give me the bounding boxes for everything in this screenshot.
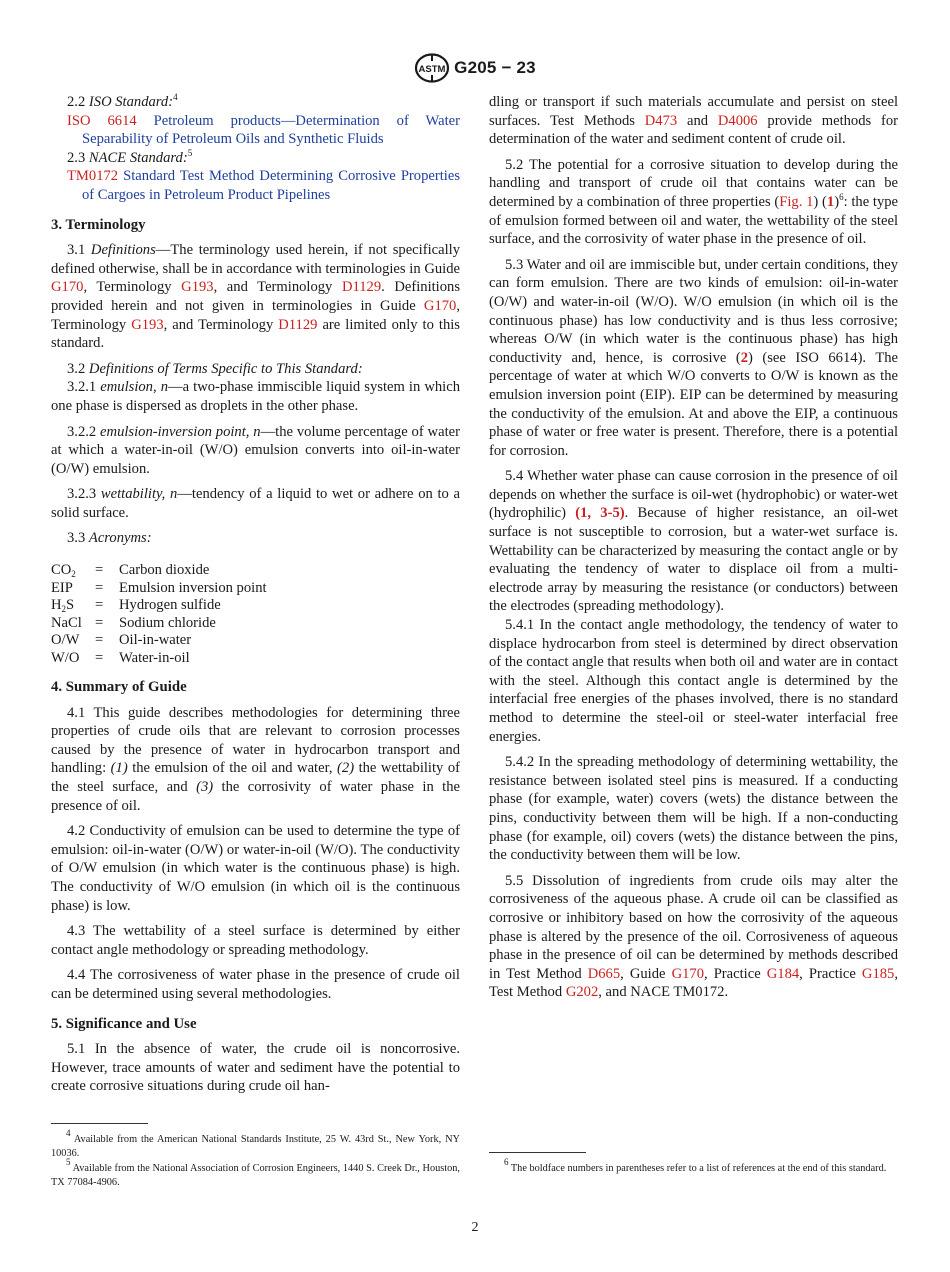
ref-d473[interactable]: D473 [644,112,678,129]
iso-6614-link[interactable]: ISO 6614 [67,112,137,129]
ref-d1129[interactable]: D1129 [341,279,382,296]
standard-designation: G205 − 23 [454,58,536,77]
ref-g202[interactable]: G202 [565,984,599,1001]
right-column [489,93,898,1009]
ref-1-3-5[interactable]: (1, 3-5) [575,505,625,522]
astm-logo [414,53,450,83]
para-3-1: 3.1 Definitions—The terminology used herein, if not specifically defined otherwise, shall be in accordance with terminologies in Guide G170, Terminology G193, and Terminology D1129. Definitions provided herein and not given in terminologies in Guide G170, Terminology G193, and Terminology D1129 are limited only to this standard. [51,242,461,352]
ref-g170[interactable]: G170 [51,279,84,296]
para-3-2-3: 3.2.3 wettability, n—tendency of a liquid to wet or adhere on to a solid surface. [51,486,460,521]
ref-g170-b[interactable]: G170 [423,297,457,314]
para-5-5: 5.5 Dissolution of ingredients from crude oils may alter the corrosiveness of the aqueous phase. A crude oil can be classified as corrosive or inhibitory based on how the corrosivity of the aqueous phase is altered by the presence of the oil. Corrosiveness of aqueous phase in the presence of oil can be determined by methods described in Test Method D665, Guide G170, Practice G184, Practice G185, Test Method G202, and NACE TM0172. [489,872,898,1001]
para-4-3: 4.3 The wettability of a steel surface is determined by either contact angle methodology or spreading methodology. [51,923,460,958]
acronym-row: O/W = Oil-in-water [51,632,192,649]
para-4-4: 4.4 The corrosiveness of water phase in the presence of crude oil can be determined using several methodologies. [51,967,460,1002]
para-5-1-cont: dling or transport if such materials accumulate and persist on steel surfaces. Test Methods D473 and D4006 provide methods for determination of the water and sediment content of crude oil. [489,94,899,148]
para-5-4: 5.4 Whether water phase can cause corrosion in the presence of oil depends on whether the surface is oil-wet (hydrophobic) or water-wet (hydrophilic) (1, 3-5). Because of higher resistance, an oil-wet surface is not susceptible to corrosion, but a water-wet surface is. Wettability can be characterized by measuring the contact angle or by evaluating the tendency of water to displace oil from a multi-electrode array by measuring the resistance (or conductors) between the electrodes (spreading methodology). [489,468,898,615]
acronym-row: EIP = Emulsion inversion point [51,579,267,596]
para-4-2: 4.2 Conductivity of emulsion can be used to determine the type of emulsion: oil-in-water (O/W) or water-in-oil (W/O). The conductivity of O/W emulsion (in which water is the continuous phase) is high. The conductivity of W/O emulsion (in which oil is the continuous phase) is low. [51,823,460,914]
ref-g170-c[interactable]: G170 [671,965,704,982]
para-3-2-2: 3.2.2 emulsion-inversion point, n—the volume percentage of water at which a water-in-oil (W/O) emulsion converts into oil-in-water (O/W) emulsion. [51,423,460,477]
footnote-4: $^4$ Available from the American National Standards Institute, 25 W. 43rd St., New York, NY 10036. [51,1128,460,1159]
acronyms-table [51,562,267,667]
ref-g184[interactable]: G184 [766,965,800,982]
footnote-rule-right [489,1152,586,1153]
footnote-rule-left [51,1123,148,1124]
footnotes-left [51,1128,460,1191]
para-5-1: 5.1 In the absence of water, the crude oil is noncorrosive. However, trace amounts of water and sediment have the potential to create corrosive situations during crude oil han- [51,1041,460,1095]
ref-d665[interactable]: D665 [587,965,621,982]
acronym-row: $CO_2$ = Carbon dioxide [51,562,210,580]
acronym-row: $H_2S$ = Hydrogen sulfide [51,597,221,615]
ref-g193[interactable]: G193 [181,279,214,296]
svg-text:ASTM: ASTM [418,64,446,75]
para-5-3: 5.3 Water and oil are immiscible but, under certain conditions, they can form emulsion. There are two kinds of emulsion: oil-in-water (O/W) and water-in-oil (W/O). W/O emulsion (in which oil is the continuous phase) has low conductivity and is thus less corrosive; whereas O/W (in which water is the continuous phase) has high conductivity and, hence, is corrosive (2) (see ISO 6614). The percentage of water at which W/O converts to O/W is known as the emulsion inversion point (EIP). EIP can be determined by measuring the conductivity of the emulsion. At and above the EIP, a continuous phase of water or free water is present. Therefore, there is a potential for corrosion. [489,256,899,459]
footnote-6: $^6$ The boldface numbers in parentheses refer to a list of references at the end of this standard. [504,1157,887,1174]
ref-d4006[interactable]: D4006 [717,112,758,129]
acronym-row: NaCl = Sodium chloride [51,614,216,631]
para-5-4-2: 5.4.2 In the spreading methodology of determining wettability, the resistance between isolated steel pins is measured. If a conducting phase (for example, water) covers (wets) the distance between the pins, conductivity between them will be high. If a non-conducting phase (for example, oil) covers (wets) the distance between the pins, the conductivity between them will be low. [489,754,898,864]
section-2-3: 2.3 NACE Standard:$^5$ [67,147,193,166]
para-5-4-1: 5.4.1 In the contact angle methodology, the tendency of water to displace hydrocarbon from steel is determined by direct observation of the contact angle that results when both oil and water are in contact with the steel. Although this contact angle is determined by the interfacial free energies of the phases involved, there is no standard method to determine the steel-oil or steel-water interfacial free energies. [489,617,898,745]
acronym-row: W/O = Water-in-oil [51,649,190,666]
ref-1[interactable]: 1 [826,193,835,210]
para-3-3: 3.3 Acronyms: [67,530,152,547]
heading-summary: 4. Summary of Guide [51,679,187,696]
left-column [51,93,460,1103]
ref-g185[interactable]: G185 [861,965,895,982]
para-4-1: 4.1 This guide describes methodologies for determining three properties of crude oils that are relevant to corrosion processes caused by the presence of water in hydrocarbon transport and handling: (1) the emulsion of the oil and water, (2) the wettability of the steel surface, and (3) the corrosivity of water phase in the presence of oil. [51,704,461,814]
page-number: 2 [471,1220,479,1235]
heading-significance: 5. Significance and Use [51,1015,197,1032]
nace-tm0172-entry: TM0172 Standard Test Method Determining Corrosive Properties of Cargoes in Petroleum Product Pipelines [67,168,460,203]
ref-2[interactable]: 2 [740,349,749,366]
ref-fig-1[interactable]: Fig. 1 [779,193,814,210]
page-header [0,53,950,83]
iso-6614-entry: ISO 6614 Petroleum products—Determination of Water Separability of Petroleum Oils and Synthetic Fluids [67,112,461,148]
footnotes-right [489,1157,898,1178]
section-2-2: 2.2 ISO Standard:$^4$ [67,92,178,110]
ref-d1129-b[interactable]: D1129 [278,316,318,333]
footnote-5: $^5$ Available from the National Association of Corrosion Engineers, 1440 S. Creek Dr., Houston, TX 77084-4906. [51,1157,460,1188]
nace-tm0172-link[interactable]: TM0172 [67,168,119,185]
heading-terminology: 3. Terminology [51,216,146,233]
para-3-2-1: 3.2.1 emulsion, n—a two-phase immiscible liquid system in which one phase is dispersed as droplets in the other phase. [51,379,461,414]
para-5-2: 5.2 The potential for a corrosive situation to develop during the handling and transport of crude oil that contains water can be determined by a combination of three properties (Fig. 1) $(1)^6$: the type of emulsion formed between oil and water, the wettability of the steel surface, and the corrosivity of water phase in the presence of oil. [489,156,899,248]
para-3-2: 3.2 Definitions of Terms Specific to This Standard: [67,360,363,377]
ref-g193-b[interactable]: G193 [131,316,164,333]
